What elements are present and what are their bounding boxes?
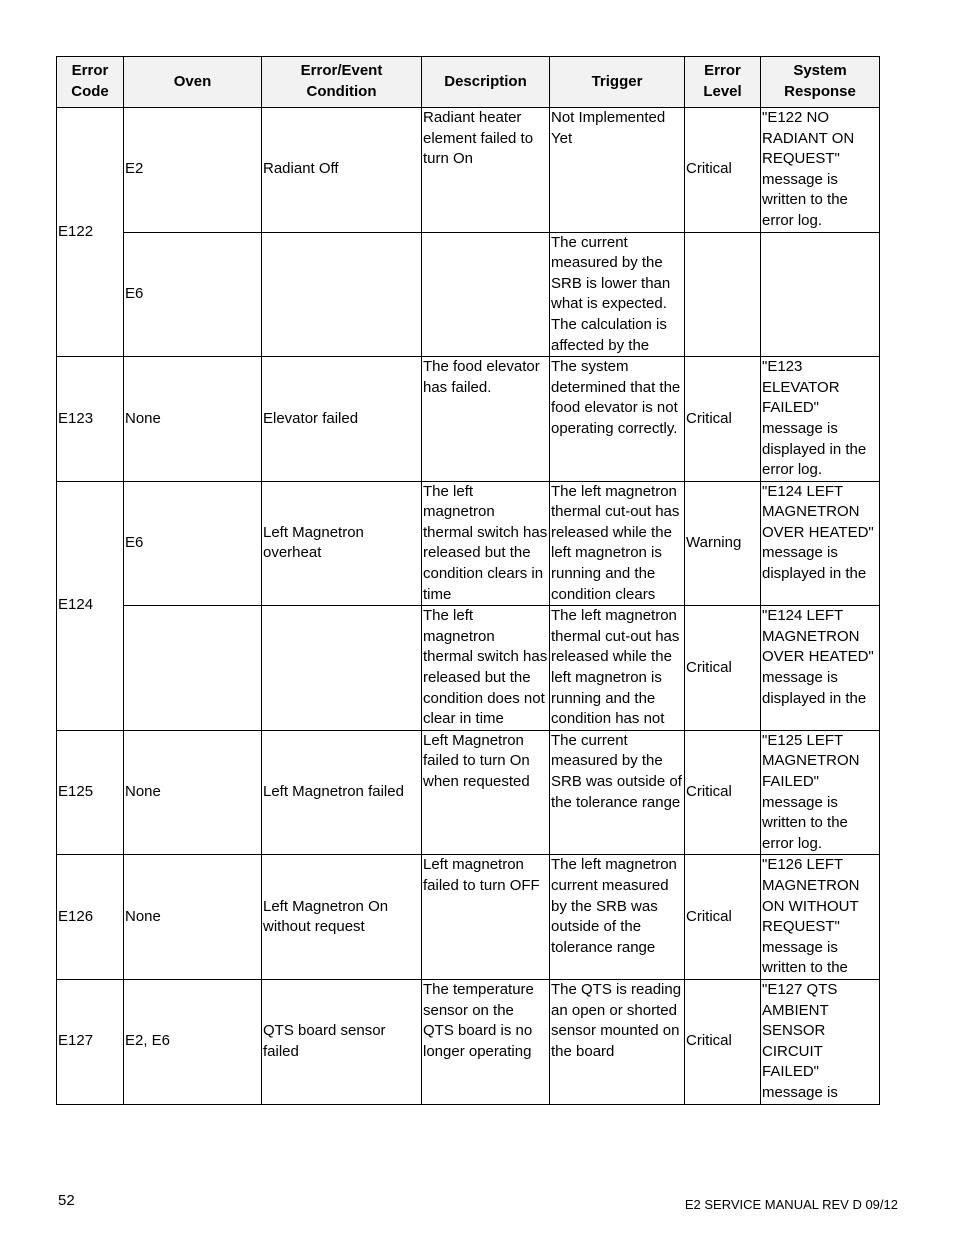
system-response-cell: "E123 ELEVATOR FAILED" message is displayed in the error log. [761, 357, 880, 482]
error-code-cell: E124 [57, 481, 124, 730]
error-level-cell: Critical [685, 108, 761, 233]
table-row [57, 108, 880, 233]
oven-cell: E2, E6 [124, 979, 262, 1104]
column-header-error-level: Error Level [685, 57, 761, 108]
table-header-row [57, 57, 880, 108]
system-response-cell: "E124 LEFT MAGNETRON OVER HEATED" message is displayed in the [761, 481, 880, 606]
description-cell [422, 232, 550, 357]
system-response-cell: "E127 QTS AMBIENT SENSOR CIRCUIT FAILED" message is [761, 979, 880, 1104]
table-row [57, 357, 880, 482]
trigger-cell: The QTS is reading an open or shorted sensor mounted on the board [550, 979, 685, 1104]
description-cell: The temperature sensor on the QTS board is no longer operating [422, 979, 550, 1104]
table-row [57, 606, 880, 731]
system-response-cell [761, 232, 880, 357]
column-header-condition: Error/Event Condition [262, 57, 422, 108]
description-cell: The left magnetron thermal switch has released but the condition clears in time [422, 481, 550, 606]
condition-cell [262, 606, 422, 731]
description-cell: Radiant heater element failed to turn On [422, 108, 550, 233]
error-level-cell [685, 232, 761, 357]
page-number: 52 [58, 1192, 75, 1209]
trigger-cell: The left magnetron thermal cut-out has released while the left magnetron is running and the condition has not [550, 606, 685, 731]
error-code-cell: E122 [57, 108, 124, 357]
trigger-cell: The left magnetron current measured by the SRB was outside of the tolerance range [550, 855, 685, 980]
oven-cell: None [124, 855, 262, 980]
condition-cell [262, 232, 422, 357]
column-header-system-response: System Response [761, 57, 880, 108]
trigger-cell: The current measured by the SRB was outside of the tolerance range [550, 730, 685, 855]
system-response-cell: "E124 LEFT MAGNETRON OVER HEATED" message is displayed in the [761, 606, 880, 731]
description-cell: Left Magnetron failed to turn On when requested [422, 730, 550, 855]
table-row [57, 481, 880, 606]
column-header-description: Description [422, 57, 550, 108]
trigger-cell: The current measured by the SRB is lower than what is expected. The calculation is affected by the [550, 232, 685, 357]
system-response-cell: "E126 LEFT MAGNETRON ON WITHOUT REQUEST" message is written to the [761, 855, 880, 980]
error-level-cell: Warning [685, 481, 761, 606]
description-cell: Left magnetron failed to turn OFF [422, 855, 550, 980]
error-level-cell: Critical [685, 730, 761, 855]
system-response-cell: "E125 LEFT MAGNETRON FAILED" message is written to the error log. [761, 730, 880, 855]
oven-cell: E6 [124, 232, 262, 357]
error-level-cell: Critical [685, 855, 761, 980]
error-code-cell: E123 [57, 357, 124, 482]
error-level-cell: Critical [685, 979, 761, 1104]
column-header-oven: Oven [124, 57, 262, 108]
error-code-cell: E125 [57, 730, 124, 855]
trigger-cell: The left magnetron thermal cut-out has released while the left magnetron is running and the condition clears [550, 481, 685, 606]
table-row [57, 232, 880, 357]
trigger-cell: The system determined that the food elevator is not operating correctly. [550, 357, 685, 482]
error-level-cell: Critical [685, 606, 761, 731]
error-code-cell: E127 [57, 979, 124, 1104]
condition-cell: QTS board sensor failed [262, 979, 422, 1104]
condition-cell: Radiant Off [262, 108, 422, 233]
error-code-cell: E126 [57, 855, 124, 980]
table-row [57, 730, 880, 855]
description-cell: The left magnetron thermal switch has released but the condition does not clear in time [422, 606, 550, 731]
description-cell: The food elevator has failed. [422, 357, 550, 482]
oven-cell: E2 [124, 108, 262, 233]
oven-cell: E6 [124, 481, 262, 606]
trigger-cell: Not Implemented Yet [550, 108, 685, 233]
system-response-cell: "E122 NO RADIANT ON REQUEST" message is written to the error log. [761, 108, 880, 233]
condition-cell: Left Magnetron overheat [262, 481, 422, 606]
condition-cell: Elevator failed [262, 357, 422, 482]
column-header-trigger: Trigger [550, 57, 685, 108]
column-header-error-code: Error Code [57, 57, 124, 108]
condition-cell: Left Magnetron failed [262, 730, 422, 855]
table-row [57, 979, 880, 1104]
condition-cell: Left Magnetron On without request [262, 855, 422, 980]
oven-cell: None [124, 730, 262, 855]
oven-cell: None [124, 357, 262, 482]
table-row [57, 855, 880, 980]
error-code-table [56, 56, 880, 1105]
oven-cell [124, 606, 262, 731]
footer-document-title: E2 SERVICE MANUAL REV D 09/12 [684, 1197, 898, 1212]
error-level-cell: Critical [685, 357, 761, 482]
